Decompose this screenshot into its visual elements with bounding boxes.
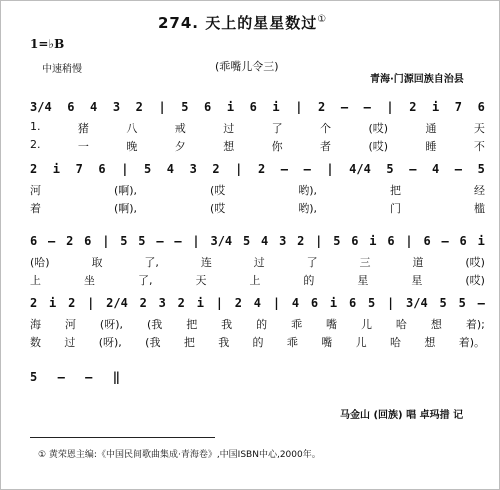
note: – [303, 162, 311, 176]
lyric-word: 的 [256, 318, 268, 331]
barline: | [326, 162, 334, 176]
note: 4/4 [349, 162, 371, 176]
note: 4 [253, 296, 262, 310]
note: – [48, 234, 56, 248]
note: 2 [68, 296, 76, 310]
note: 2 [66, 234, 74, 248]
lyric-word: (呀), [98, 336, 122, 349]
note: 3/4 [406, 296, 428, 310]
note: – [280, 162, 288, 176]
note: 7 [454, 100, 463, 114]
note: 2/4 [106, 296, 128, 310]
lyric-verse-1 [30, 120, 485, 136]
lyric-word: 取 [91, 256, 103, 269]
lyric-word: 你 [271, 140, 283, 153]
note: 2 [177, 296, 185, 310]
note: 4 [261, 234, 269, 248]
lyric-word: (哈) [30, 256, 50, 269]
lyric-word: 着)。 [458, 336, 485, 349]
note: 6 [84, 234, 92, 248]
lyric-word: 海 [30, 318, 41, 331]
note: 6 [310, 296, 319, 310]
lyric-word: 河 [64, 318, 76, 331]
barline: | [121, 162, 129, 176]
lyric-verse-2 [30, 200, 485, 216]
note: i [432, 100, 440, 114]
lyric-word: (哎) [465, 256, 485, 269]
note: 2 [30, 296, 38, 310]
lyric-word: (哎) [368, 122, 389, 135]
lyric-word: 猪 [77, 122, 89, 135]
lyric-word: 睡 [425, 140, 437, 153]
barline: | [387, 296, 395, 310]
lyric-word: 门 [390, 202, 401, 215]
lyric-word: 把 [183, 336, 195, 349]
note: – [57, 370, 65, 384]
note: 2 [409, 100, 417, 114]
note: 6 [387, 234, 395, 248]
lyric-word: 星 [411, 274, 423, 287]
lyric-word: 把 [390, 184, 401, 197]
jianpu-notes [30, 100, 485, 116]
note: 2 [212, 162, 220, 176]
lyric-word: 我 [218, 336, 230, 349]
note: i [369, 234, 377, 248]
lyric-word: 哟), [298, 184, 318, 197]
lyric-word: 2. [30, 138, 41, 151]
note: 5 [242, 234, 251, 248]
lyric-word: (啊), [113, 184, 138, 197]
barline: ‖ [112, 370, 120, 384]
note: – [409, 162, 417, 176]
tempo-marking: 中速稍慢 [42, 64, 82, 75]
lyric-word: 想 [430, 318, 442, 331]
lyric-word: 把 [186, 318, 198, 331]
barline: | [235, 162, 243, 176]
lyric-word: 不 [473, 140, 485, 153]
note: 3/4 [30, 100, 52, 114]
lyric-word: 道 [412, 256, 424, 269]
note: 6 [348, 296, 357, 310]
note: 5 [367, 296, 376, 310]
lyric-word: 过 [64, 336, 76, 349]
barline: | [315, 234, 323, 248]
note: 5 [333, 234, 341, 248]
note: 5 [138, 234, 146, 248]
lyric-word: 上 [249, 274, 261, 287]
note: 7 [75, 162, 83, 176]
note: 6 [67, 100, 75, 114]
note: 3 [189, 162, 197, 176]
lyric-word: 天 [473, 122, 485, 135]
note: 5 [458, 296, 466, 310]
lyric-word: 八 [126, 122, 138, 135]
barline: | [272, 296, 281, 310]
jianpu-notes [30, 370, 120, 386]
note: – [85, 370, 93, 384]
lyric-word: 晚 [126, 140, 138, 153]
barline: | [192, 234, 200, 248]
lyric-word: 了 [271, 122, 283, 135]
lyric-word: 儿 [355, 336, 367, 349]
note: – [363, 100, 371, 114]
lyric-word: 的 [303, 274, 315, 287]
note: i [196, 296, 204, 310]
lyric-word: 夕 [174, 140, 186, 153]
lyric-word: 乖 [286, 336, 298, 349]
note: – [340, 100, 349, 114]
note: 4 [166, 162, 175, 176]
footnote: ① 黄荣恩主编:《中国民间歌曲集成·青海卷》,中国ISBN中心,2000年。 [38, 450, 321, 460]
note: 6 [204, 100, 212, 114]
lyric-verse-2 [30, 138, 485, 154]
note: 4 [90, 100, 98, 114]
lyric-verse-1 [30, 254, 485, 270]
note: 2 [297, 234, 305, 248]
lyric-word: 了 [306, 256, 318, 269]
lyric-word: 着); [465, 318, 485, 331]
lyric-word: 了, [144, 256, 159, 269]
note: 3 [112, 100, 121, 114]
note: i [477, 234, 485, 248]
lyric-word: (啊), [113, 202, 138, 215]
note: 4 [291, 296, 300, 310]
lyric-word: (我 [146, 318, 163, 331]
lyric-word: 过 [223, 122, 235, 135]
note: 2 [30, 162, 38, 176]
lyric-word: 三 [359, 256, 371, 269]
lyric-word: 连 [200, 256, 212, 269]
note: 6 [459, 234, 467, 248]
note: – [441, 234, 449, 248]
lyric-word: 一 [77, 140, 89, 153]
song-title: 274. 天上的星星数过① [158, 14, 328, 32]
title-footnote-mark: ① [317, 14, 328, 25]
note: 4 [432, 162, 440, 176]
jianpu-notes [30, 234, 485, 250]
note: 2 [257, 162, 266, 176]
lyric-word: 河 [30, 184, 41, 197]
barline: | [295, 100, 303, 114]
lyric-word: 通 [425, 122, 437, 135]
lyric-word: 哟), [298, 202, 318, 215]
lyric-word: 天 [195, 274, 207, 287]
note: 3/4 [210, 234, 233, 248]
note: – [174, 234, 182, 248]
lyric-word: 过 [253, 256, 265, 269]
lyric-verse-2 [30, 272, 485, 288]
song-subtitle: (乖嘴儿令三) [215, 60, 279, 73]
lyric-word: (哎) [368, 140, 389, 153]
note: 6 [30, 234, 38, 248]
lyric-word: 想 [424, 336, 436, 349]
lyric-word: 个 [320, 122, 332, 135]
note: 2 [139, 296, 147, 310]
note: 5 [181, 100, 189, 114]
lyric-verse-2 [30, 334, 485, 350]
jianpu-notes [30, 296, 485, 312]
note: 6 [98, 162, 106, 176]
region-label: 青海·门源回族自治县 [370, 74, 464, 85]
lyric-word: 了, [137, 274, 153, 287]
note: 5 [386, 162, 394, 176]
lyric-word: 乖 [291, 318, 303, 331]
lyric-word: 槛 [473, 202, 485, 215]
note: 5 [477, 162, 485, 176]
lyric-verse-1 [30, 182, 485, 198]
lyric-word: 儿 [360, 318, 372, 331]
note: 5 [143, 162, 152, 176]
note: i [226, 100, 235, 114]
lyric-word: 者 [320, 140, 332, 153]
note: 3 [158, 296, 166, 310]
lyric-word: 戒 [174, 122, 186, 135]
lyric-word: 想 [223, 140, 235, 153]
lyric-word: 的 [252, 336, 264, 349]
lyric-word: 坐 [83, 274, 95, 287]
lyric-word: (哎) [465, 274, 485, 287]
lyric-word: 嘴 [321, 336, 333, 349]
note: i [329, 296, 338, 310]
barline: | [215, 296, 223, 310]
lyric-word: 1. [30, 120, 41, 133]
lyric-word: 哈 [389, 336, 401, 349]
lyric-word: (哎 [210, 202, 226, 215]
performer-credit: 马金山 (回族) 唱 卓玛措 记 [340, 410, 464, 421]
note: 6 [351, 234, 359, 248]
lyric-word: 经 [473, 184, 485, 197]
jianpu-notes [30, 162, 485, 178]
note: 2 [318, 100, 326, 114]
key-signature: 1=♭B [30, 37, 65, 51]
lyric-word: 嘴 [326, 318, 338, 331]
note: i [272, 100, 280, 114]
footnote-rule [30, 437, 215, 438]
note: 6 [423, 234, 431, 248]
note: 5 [439, 296, 447, 310]
note: – [156, 234, 164, 248]
note: 5 [30, 370, 38, 384]
barline: | [158, 100, 166, 114]
lyric-word: 数 [30, 336, 41, 349]
note: 3 [279, 234, 287, 248]
lyric-word: 上 [30, 274, 41, 287]
note: 2 [234, 296, 242, 310]
lyric-word: 着 [30, 202, 41, 215]
barline: | [386, 100, 394, 114]
lyric-word: 星 [357, 274, 369, 287]
note: – [454, 162, 463, 176]
lyric-word: (我 [145, 336, 161, 349]
lyric-word: (哎 [210, 184, 226, 197]
note: i [49, 296, 57, 310]
note: 2 [135, 100, 143, 114]
note: 6 [249, 100, 257, 114]
lyric-word: 哈 [395, 318, 407, 331]
barline: | [102, 234, 110, 248]
note: 6 [477, 100, 485, 114]
lyric-verse-1 [30, 316, 485, 332]
note: i [52, 162, 61, 176]
barline: | [87, 296, 95, 310]
barline: | [405, 234, 413, 248]
lyric-word: 我 [221, 318, 233, 331]
note: – [477, 296, 485, 310]
lyric-word: (呀), [99, 318, 123, 331]
note: 5 [120, 234, 128, 248]
